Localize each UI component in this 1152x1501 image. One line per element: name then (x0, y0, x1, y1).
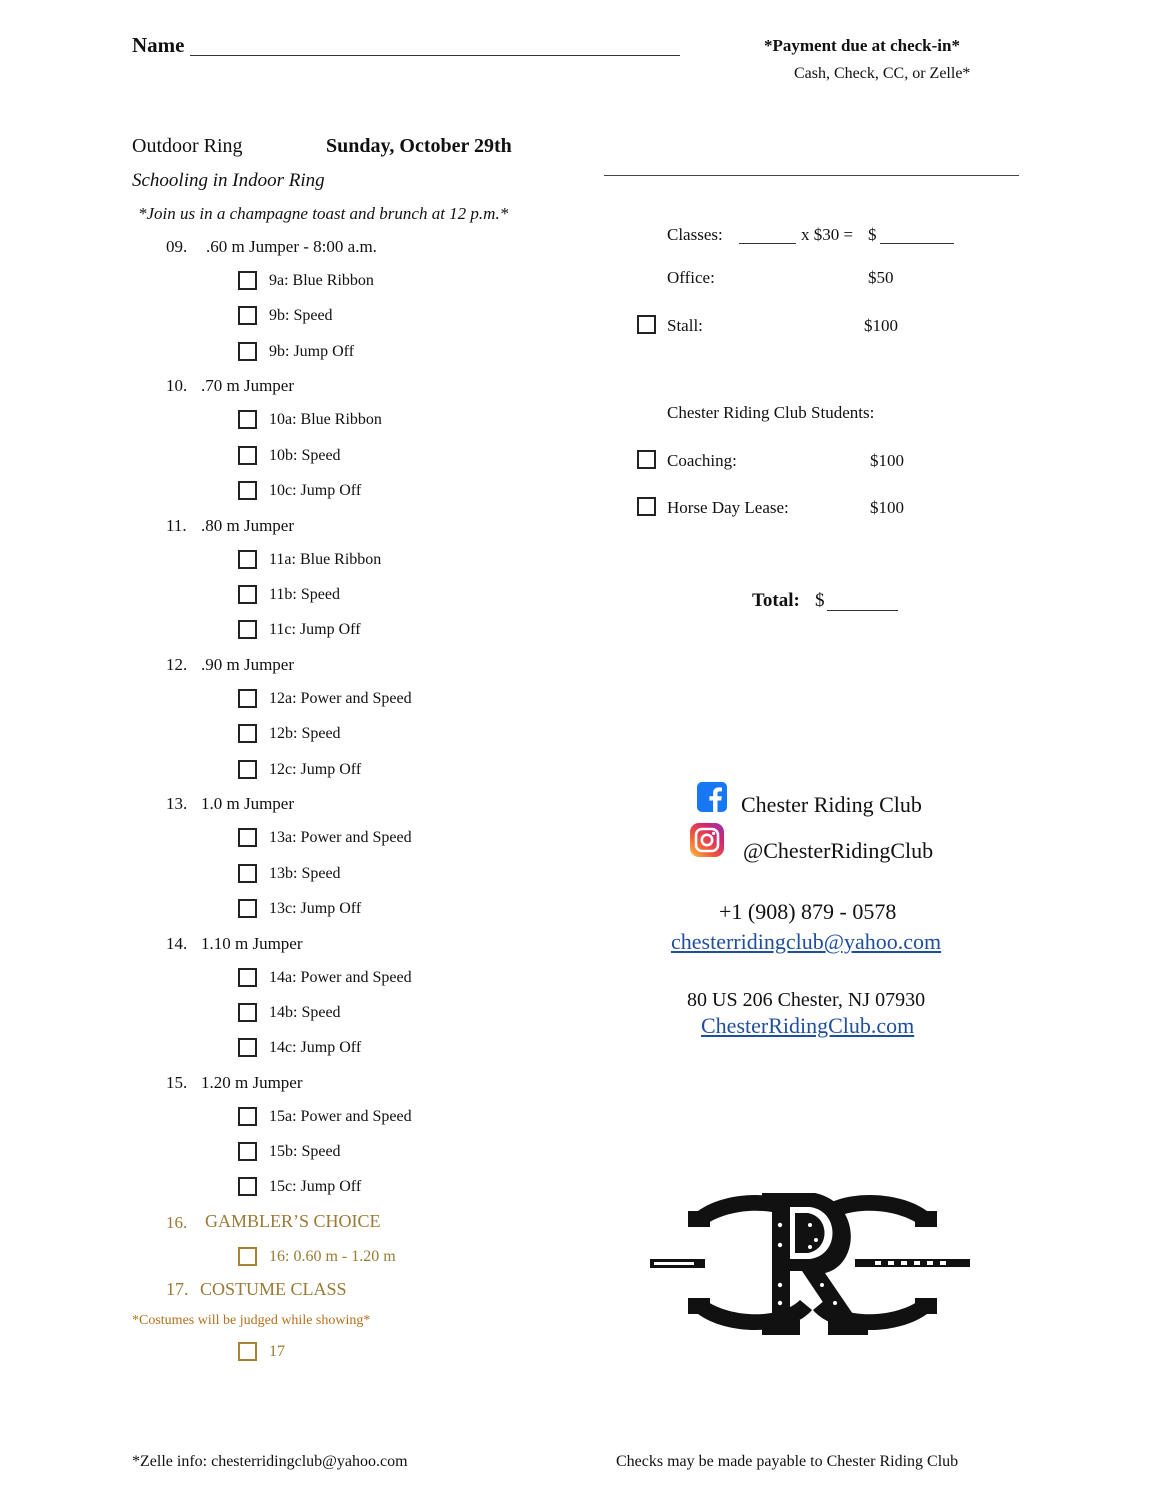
class-option-label: 13b: Speed (269, 864, 341, 882)
class-option-checkbox[interactable] (238, 271, 257, 290)
checks-payable-note: Checks may be made payable to Chester Riding Club (616, 1453, 959, 1470)
class-option-checkbox[interactable] (238, 1142, 257, 1161)
costume-option-label: 17 (269, 1343, 285, 1360)
ring-label: Outdoor Ring (132, 135, 243, 157)
facebook-icon (697, 782, 727, 812)
class-option-label: 9b: Speed (269, 307, 333, 325)
classes-dollar: $ (868, 225, 877, 244)
class-option-checkbox[interactable] (238, 481, 257, 500)
class-option-label: 11b: Speed (269, 585, 340, 603)
instagram-icon (690, 823, 724, 857)
website-link[interactable]: ChesterRidingClub.com (701, 1013, 915, 1038)
class-option-label: 14b: Speed (269, 1003, 341, 1021)
class-option-label: 10c: Jump Off (269, 481, 362, 499)
class-option-label: 10b: Speed (269, 446, 341, 464)
class-group-number: 09. (166, 237, 188, 256)
total-label: Total: (752, 590, 800, 611)
class-option-label: 9a: Blue Ribbon (269, 272, 374, 289)
lease-checkbox[interactable] (637, 497, 656, 516)
classes-count-line[interactable] (739, 243, 796, 244)
class-option-checkbox[interactable] (238, 446, 257, 465)
class-option-label: 13c: Jump Off (269, 899, 362, 917)
class-option-label: 11c: Jump Off (269, 621, 361, 639)
coaching-checkbox[interactable] (637, 450, 656, 469)
class-group-number: 13. (166, 794, 188, 814)
class-option-checkbox[interactable] (238, 864, 257, 883)
class-group-title: 1.20 m Jumper (201, 1072, 303, 1092)
class-option-label: 12b: Speed (269, 725, 341, 743)
class-option-checkbox[interactable] (238, 1038, 257, 1057)
class-option-label: 11a: Blue Ribbon (269, 550, 382, 568)
class-group-title: .80 m Jumper (201, 515, 295, 535)
class-option-checkbox[interactable] (238, 760, 257, 779)
class-option-label: 12c: Jump Off (269, 760, 362, 778)
costume-checkbox[interactable] (238, 1342, 257, 1361)
class-group-number: 11. (166, 515, 187, 535)
stall-checkbox[interactable] (637, 315, 656, 334)
class-group-number: 14. (166, 933, 188, 953)
instagram-handle: @ChesterRidingClub (743, 838, 934, 863)
stall-price: $100 (864, 316, 898, 335)
classes-rate: x $30 = (801, 225, 854, 244)
gambler-class-title: GAMBLER’S CHOICE (205, 1211, 381, 1231)
class-group-title: 1.0 m Jumper (201, 794, 295, 814)
section-divider (604, 175, 1019, 176)
class-group-title: 1.10 m Jumper (201, 933, 303, 953)
classes-label: Classes: (667, 225, 723, 244)
class-option-label: 14c: Jump Off (269, 1039, 362, 1057)
class-option-label: 13a: Power and Speed (269, 829, 412, 847)
address-text: 80 US 206 Chester, NJ 07930 (687, 989, 926, 1011)
class-option-label: 15b: Speed (269, 1143, 341, 1161)
total-dollar: $ (815, 590, 825, 611)
gambler-option-label: 16: 0.60 m - 1.20 m (269, 1248, 396, 1265)
lease-label: Horse Day Lease: (667, 498, 789, 517)
gambler-class-number: 16. (166, 1213, 188, 1232)
name-label: Name (132, 33, 185, 57)
class-option-checkbox[interactable] (238, 689, 257, 708)
class-option-label: 15a: Power and Speed (269, 1107, 412, 1125)
classes-amount-line[interactable] (880, 243, 954, 244)
costume-class-title: COSTUME CLASS (200, 1279, 347, 1299)
class-option-checkbox[interactable] (238, 724, 257, 743)
class-option-checkbox[interactable] (238, 410, 257, 429)
stall-label: Stall: (667, 316, 703, 335)
zelle-info: *Zelle info: chesterridingclub@yahoo.com (132, 1453, 408, 1470)
costume-note: *Costumes will be judged while showing* (132, 1313, 371, 1328)
class-group-title: .90 m Jumper (201, 654, 295, 674)
class-option-label: 9b: Jump Off (269, 342, 355, 360)
class-option-label: 14a: Power and Speed (269, 968, 412, 986)
class-option-checkbox[interactable] (238, 620, 257, 639)
class-group-title: .70 m Jumper (201, 376, 295, 396)
class-option-checkbox[interactable] (238, 828, 257, 847)
event-date: Sunday, October 29th (326, 135, 512, 157)
office-label: Office: (667, 268, 715, 287)
club-monogram-logo (650, 1185, 972, 1340)
class-option-label: 15c: Jump Off (269, 1178, 362, 1196)
gambler-checkbox[interactable] (238, 1247, 257, 1266)
facebook-name: Chester Riding Club (741, 792, 922, 817)
class-option-label: 10a: Blue Ribbon (269, 411, 382, 429)
class-option-checkbox[interactable] (238, 306, 257, 325)
class-group-number: 10. (166, 376, 188, 396)
class-option-checkbox[interactable] (238, 1177, 257, 1196)
costume-class-number: 17. (166, 1279, 189, 1299)
class-option-checkbox[interactable] (238, 899, 257, 918)
phone-number: +1 (908) 879 - 0578 (719, 899, 897, 924)
lease-price: $100 (870, 498, 904, 517)
payment-methods-text: Cash, Check, CC, or Zelle* (794, 65, 971, 82)
students-heading: Chester Riding Club Students: (667, 403, 875, 422)
office-price: $50 (868, 268, 894, 287)
class-option-checkbox[interactable] (238, 342, 257, 361)
class-option-checkbox[interactable] (238, 1107, 257, 1126)
class-option-label: 12a: Power and Speed (269, 689, 412, 707)
coaching-price: $100 (870, 451, 904, 470)
brunch-note: *Join us in a champagne toast and brunch at 12 p.m.* (138, 204, 509, 223)
class-option-checkbox[interactable] (238, 550, 257, 569)
name-field-line[interactable] (190, 55, 680, 56)
total-amount-line[interactable] (827, 610, 898, 611)
class-option-checkbox[interactable] (238, 968, 257, 987)
class-group-number: 12. (166, 654, 188, 674)
class-group-title: .60 m Jumper - 8:00 a.m. (206, 237, 377, 256)
class-option-checkbox[interactable] (238, 1003, 257, 1022)
payment-due-text: *Payment due at check-in* (764, 36, 960, 55)
class-group-number: 15. (166, 1072, 188, 1092)
email-link[interactable]: chesterridingclub@yahoo.com (671, 929, 942, 954)
schooling-text: Schooling in Indoor Ring (132, 170, 325, 191)
class-option-checkbox[interactable] (238, 585, 257, 604)
coaching-label: Coaching: (667, 451, 737, 470)
